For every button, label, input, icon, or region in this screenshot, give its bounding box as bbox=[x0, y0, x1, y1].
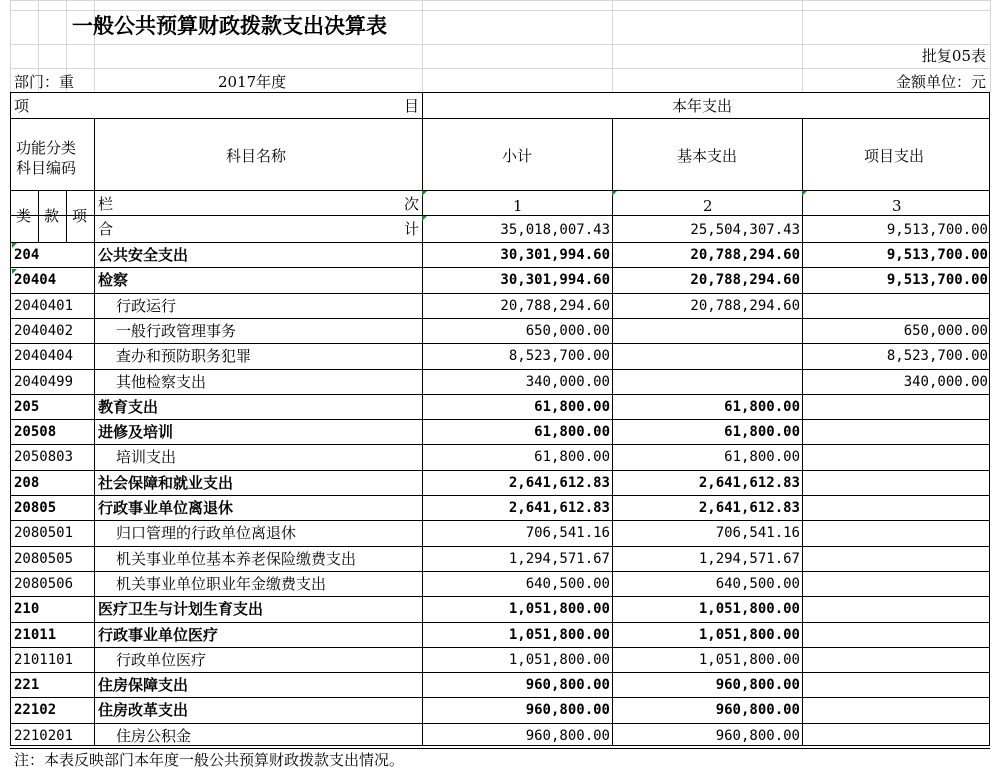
row-basic: 20,788,294.60 bbox=[690, 298, 800, 314]
header-item-left: 项 bbox=[14, 97, 30, 115]
row-basic: 61,800.00 bbox=[724, 424, 800, 440]
header-xiang: 项 bbox=[72, 207, 88, 225]
row-name: 其他检察支出 bbox=[116, 373, 207, 391]
row-subtotal: 1,294,571.67 bbox=[508, 551, 610, 567]
grid-v-line bbox=[94, 118, 95, 745]
grid-v-line bbox=[989, 92, 990, 745]
row-subtotal: 650,000.00 bbox=[525, 323, 610, 339]
total-basic: 25,504,307.43 bbox=[690, 222, 800, 238]
unit-label: 金额单位：元 bbox=[895, 73, 986, 91]
grid-h-line bbox=[10, 723, 990, 724]
row-name: 住房保障支出 bbox=[98, 676, 189, 694]
grid-h-line bbox=[10, 190, 990, 191]
grid-light-h bbox=[10, 44, 990, 45]
row-name: 公共安全支出 bbox=[98, 246, 189, 264]
row-project: 9,513,700.00 bbox=[886, 272, 988, 288]
row-basic: 960,800.00 bbox=[715, 728, 800, 744]
header-item-right: 目 bbox=[404, 97, 420, 115]
row-basic: 2,641,612.83 bbox=[698, 500, 800, 516]
row-subtotal: 1,051,800.00 bbox=[508, 652, 610, 668]
row-subtotal: 706,541.16 bbox=[525, 525, 610, 541]
row-subtotal: 2,641,612.83 bbox=[508, 475, 610, 491]
row-code: 2040404 bbox=[14, 348, 74, 364]
grid-light-v bbox=[802, 0, 803, 92]
row-subtotal: 340,000.00 bbox=[525, 374, 610, 390]
row-code: 2040402 bbox=[14, 323, 74, 339]
year-label: 2017年度 bbox=[218, 73, 287, 91]
row-name: 归口管理的行政单位离退休 bbox=[116, 524, 297, 542]
header-col-3: 3 bbox=[892, 197, 902, 215]
row-basic: 1,051,800.00 bbox=[698, 627, 800, 643]
grid-h-line bbox=[10, 267, 990, 268]
row-code: 20508 bbox=[14, 424, 57, 440]
row-basic: 2,641,612.83 bbox=[698, 475, 800, 491]
grid-h-line bbox=[10, 470, 990, 471]
row-subtotal: 30,301,994.60 bbox=[500, 247, 610, 263]
header-lan: 栏 bbox=[98, 195, 114, 213]
row-code: 2210201 bbox=[14, 728, 74, 744]
header-lei: 类 bbox=[16, 207, 32, 225]
table-note: 注：本表反映部门本年度一般公共预算财政拨款支出情况。 bbox=[14, 751, 405, 769]
grid-h-line bbox=[10, 647, 990, 648]
row-basic: 706,541.16 bbox=[715, 525, 800, 541]
row-name: 住房改革支出 bbox=[98, 701, 189, 719]
grid-h-line bbox=[10, 419, 990, 420]
row-code: 2050803 bbox=[14, 449, 74, 465]
department-label: 部门：重 bbox=[14, 73, 75, 91]
row-code: 2101101 bbox=[14, 652, 74, 668]
row-basic: 960,800.00 bbox=[715, 702, 800, 718]
row-subtotal: 8,523,700.00 bbox=[508, 348, 610, 364]
grid-h-line bbox=[10, 748, 990, 749]
row-basic: 1,051,800.00 bbox=[698, 652, 800, 668]
row-name: 查办和预防职务犯罪 bbox=[116, 347, 252, 365]
grid-h-line bbox=[10, 672, 990, 673]
row-name: 行政事业单位离退休 bbox=[98, 499, 234, 517]
row-code: 22102 bbox=[14, 702, 57, 718]
grid-light-h bbox=[10, 68, 990, 69]
header-basic: 基本支出 bbox=[677, 147, 738, 165]
row-project: 340,000.00 bbox=[903, 374, 988, 390]
row-code: 208 bbox=[14, 475, 40, 491]
row-subtotal: 640,500.00 bbox=[525, 576, 610, 592]
row-name: 社会保障和就业支出 bbox=[98, 474, 234, 492]
grid-h-line bbox=[10, 596, 990, 597]
row-name: 机关事业单位职业年金缴费支出 bbox=[116, 575, 327, 593]
grid-h-line bbox=[10, 520, 990, 521]
grid-light-v bbox=[10, 0, 11, 92]
row-name: 检察 bbox=[98, 271, 129, 289]
row-name: 机关事业单位基本养老保险缴费支出 bbox=[116, 550, 357, 568]
grid-h-line bbox=[10, 92, 990, 93]
grid-h-line bbox=[10, 622, 990, 623]
grid-h-line bbox=[10, 495, 990, 496]
row-subtotal: 960,800.00 bbox=[525, 702, 610, 718]
row-basic: 960,800.00 bbox=[715, 677, 800, 693]
row-project: 650,000.00 bbox=[903, 323, 988, 339]
grid-v-line bbox=[422, 92, 423, 745]
grid-h-line bbox=[10, 318, 990, 319]
row-subtotal: 61,800.00 bbox=[534, 399, 610, 415]
header-subtotal: 小计 bbox=[502, 147, 533, 165]
grid-h-line bbox=[10, 293, 990, 294]
header-ci: 次 bbox=[404, 195, 420, 213]
header-kuan: 款 bbox=[44, 207, 60, 225]
header-col-1: 1 bbox=[513, 197, 523, 215]
row-code: 20404 bbox=[14, 272, 57, 288]
cell-marker bbox=[422, 216, 427, 221]
form-number: 批复05表 bbox=[921, 47, 986, 65]
cell-marker bbox=[422, 191, 427, 196]
page-title: 一般公共预算财政拨款支出决算表 bbox=[72, 14, 387, 38]
grid-v-line bbox=[38, 190, 39, 242]
row-subtotal: 960,800.00 bbox=[525, 677, 610, 693]
row-basic: 61,800.00 bbox=[724, 399, 800, 415]
grid-h-line bbox=[10, 571, 990, 572]
row-code: 221 bbox=[14, 677, 40, 693]
row-name: 进修及培训 bbox=[98, 423, 174, 441]
row-name: 教育支出 bbox=[98, 398, 159, 416]
row-code: 2040401 bbox=[14, 298, 74, 314]
row-code: 204 bbox=[14, 247, 40, 263]
row-code: 20805 bbox=[14, 500, 57, 516]
header-current-year: 本年支出 bbox=[672, 97, 733, 115]
total-subtotal: 35,018,007.43 bbox=[500, 222, 610, 238]
grid-h-line bbox=[10, 242, 990, 243]
row-name: 一般行政管理事务 bbox=[116, 322, 237, 340]
row-subtotal: 20,788,294.60 bbox=[500, 298, 610, 314]
row-basic: 640,500.00 bbox=[715, 576, 800, 592]
row-project: 8,523,700.00 bbox=[886, 348, 988, 364]
total-project: 9,513,700.00 bbox=[886, 222, 988, 238]
row-name: 培训支出 bbox=[116, 448, 177, 466]
row-name: 住房公积金 bbox=[116, 727, 192, 745]
row-basic: 61,800.00 bbox=[724, 449, 800, 465]
cell-marker bbox=[802, 191, 807, 196]
row-subtotal: 61,800.00 bbox=[534, 424, 610, 440]
grid-light-h bbox=[10, 10, 990, 11]
total-label-he: 合 bbox=[98, 220, 114, 238]
row-code: 210 bbox=[14, 601, 40, 617]
grid-light-v bbox=[422, 0, 423, 92]
row-name: 医疗卫生与计划生育支出 bbox=[98, 600, 264, 618]
grid-v-line bbox=[10, 92, 11, 745]
grid-h-line bbox=[10, 369, 990, 370]
grid-h-line bbox=[10, 118, 990, 119]
grid-v-line bbox=[612, 118, 613, 745]
header-func-code-1: 功能分类 bbox=[16, 139, 77, 157]
grid-v-line bbox=[66, 190, 67, 242]
row-code: 2040499 bbox=[14, 374, 74, 390]
cell-marker bbox=[612, 191, 617, 196]
row-subtotal: 1,051,800.00 bbox=[508, 601, 610, 617]
row-project: 9,513,700.00 bbox=[886, 247, 988, 263]
row-name: 行政单位医疗 bbox=[116, 651, 207, 669]
row-basic: 20,788,294.60 bbox=[690, 272, 800, 288]
total-label-ji: 计 bbox=[404, 220, 420, 238]
row-subtotal: 1,051,800.00 bbox=[508, 627, 610, 643]
grid-light-v bbox=[990, 0, 991, 92]
grid-h-line bbox=[10, 394, 990, 395]
row-subtotal: 30,301,994.60 bbox=[500, 272, 610, 288]
grid-h-line bbox=[10, 215, 990, 216]
row-code: 21011 bbox=[14, 627, 57, 643]
row-subtotal: 61,800.00 bbox=[534, 449, 610, 465]
grid-light-h bbox=[10, 0, 990, 1]
grid-h-line bbox=[10, 444, 990, 445]
grid-v-line bbox=[802, 118, 803, 745]
row-name: 行政运行 bbox=[116, 297, 177, 315]
row-subtotal: 2,641,612.83 bbox=[508, 500, 610, 516]
row-basic: 1,294,571.67 bbox=[698, 551, 800, 567]
grid-h-line bbox=[10, 343, 990, 344]
row-basic: 1,051,800.00 bbox=[698, 601, 800, 617]
grid-h-line bbox=[10, 697, 990, 698]
row-code: 2080505 bbox=[14, 551, 74, 567]
grid-h-line bbox=[10, 546, 990, 547]
row-basic: 20,788,294.60 bbox=[690, 247, 800, 263]
grid-light-v bbox=[612, 0, 613, 92]
row-code: 2080501 bbox=[14, 525, 74, 541]
row-subtotal: 960,800.00 bbox=[525, 728, 610, 744]
row-code: 205 bbox=[14, 399, 40, 415]
header-col-2: 2 bbox=[703, 197, 713, 215]
header-func-code-2: 科目编码 bbox=[16, 159, 77, 177]
row-name: 行政事业单位医疗 bbox=[98, 626, 219, 644]
row-code: 2080506 bbox=[14, 576, 74, 592]
header-project: 项目支出 bbox=[864, 147, 925, 165]
header-subject-name: 科目名称 bbox=[226, 147, 287, 165]
